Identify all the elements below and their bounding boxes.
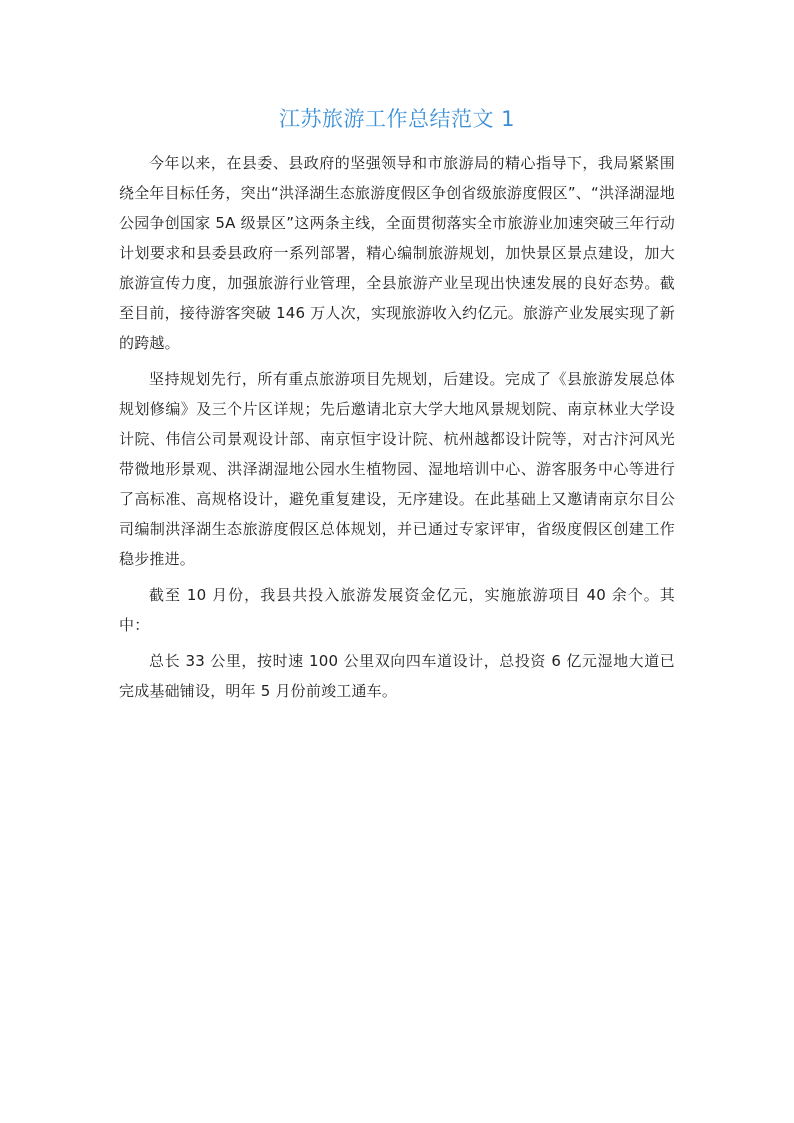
paragraph-intro: 今年以来，在县委、县政府的坚强领导和市旅游局的精心指导下，我局紧紧围绕全年目标任务，突出“洪泽湖生态旅游度假区争创省级旅游度假区”、“洪泽湖湿地公园争创国家 5A 级景区”这两条主线，全面贯彻落实全市旅游业加速突破三年行动计划要求和县委县政府一系列部署，精心编制旅游规划，加快景区景点建设，加大旅游宣传力度，加强旅游行业管理，全县旅游产业呈现出快速发展的良好态势。截至目前，接待游客突破 146 万人次，实现旅游收入约亿元。旅游产业发展实现了新的跨越。 xyxy=(119,154,675,352)
paragraph-planning: 坚持规划先行，所有重点旅游项目先规划，后建设。完成了《县旅游发展总体规划修编》及三个片区详规；先后邀请北京大学大地风景规划院、南京林业大学设计院、伟信公司景观设计部、南京恒宇设计院、杭州越都设计院等，对古汴河风光带微地形景观、洪泽湖湿地公园水生植物园、湿地培训中心、游客服务中心等进行了高标准、高规格设计，避免重复建设，无序建设。在此基础上又邀请南京尔目公司编制洪泽湖生态旅游度假区总体规划，并已通过专家评审，省级度假区创建工作稳步推进。 xyxy=(119,370,675,568)
paragraph-wetland-avenue: 总长 33 公里，按时速 100 公里双向四车道设计，总投资 6 亿元湿地大道已完成基础铺设，明年 5 月份前竣工通车。 xyxy=(119,652,675,700)
document-body xyxy=(119,148,675,706)
paragraph-investment: 截至 10 月份，我县共投入旅游发展资金亿元，实施旅游项目 40 余个。其中： xyxy=(119,586,675,634)
document-title: 江苏旅游工作总结范文 1 xyxy=(278,107,516,131)
